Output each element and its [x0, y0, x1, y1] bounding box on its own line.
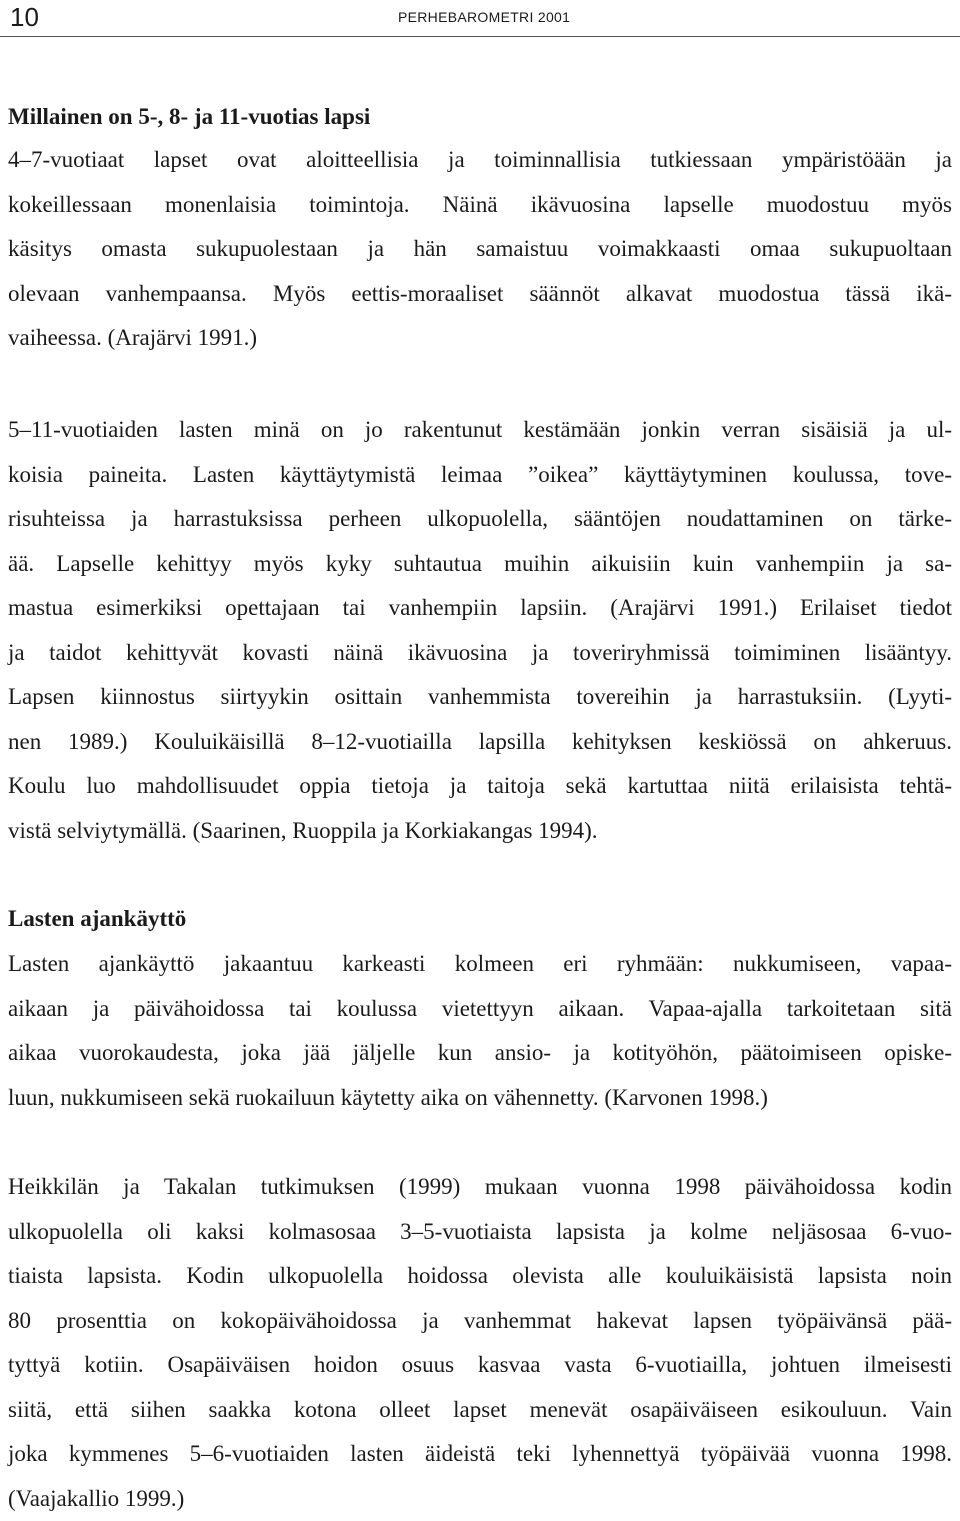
text-line: 4–7-vuotiaat lapset ovat aloitteellisia ja toiminnallisia tutkiessaan ympäristöään ja: [8, 138, 952, 183]
text-line: ja taidot kehittyvät kovasti näinä ikävuosina ja toveriryhmissä toimiminen lisääntyy.: [8, 631, 952, 676]
text-line: olevaan vanhempaansa. Myös eettis-moraaliset säännöt alkavat muodostua tässä ikä-: [8, 272, 952, 317]
text-line: 5–11-vuotiaiden lasten minä on jo rakentunut kestämään jonkin verran sisäisiä ja ul-: [8, 408, 952, 453]
paragraph-time-use: [8, 942, 952, 1120]
text-line: vistä selviytymällä. (Saarinen, Ruoppila ja Korkiakangas 1994).: [8, 809, 952, 854]
text-line: aikaa vuorokaudesta, joka jää jäljelle kun ansio- ja kotityöhön, päätoimiseen opiske-: [8, 1031, 952, 1076]
text-line: käsitys omasta sukupuolestaan ja hän samaistuu voimakkaasti omaa sukupuoltaan: [8, 227, 952, 272]
text-line: mastua esimerkiksi opettajaan tai vanhempiin lapsiin. (Arajärvi 1991.) Erilaiset tiedot: [8, 586, 952, 631]
text-line: tyttyä kotiin. Osapäiväisen hoidon osuus kasvaa vasta 6-vuotiailla, johtuen ilmeisesti: [8, 1343, 952, 1388]
text-line: luun, nukkumiseen sekä ruokailuun käytetty aika on vähennetty. (Karvonen 1998.): [8, 1076, 952, 1121]
text-line: Lapsen kiinnostus siirtyykin osittain vanhemmista tovereihin ja harrastuksiin. (Lyyti-: [8, 675, 952, 720]
text-line: ää. Lapselle kehittyy myös kyky suhtautua muihin aikuisiin kuin vanhempiin ja sa-: [8, 542, 952, 587]
section-heading-time-use: Lasten ajankäyttö: [8, 904, 186, 934]
text-line: nen 1989.) Kouluikäisillä 8–12-vuotiailla lapsilla kehityksen keskiössä on ahkeruus.: [8, 720, 952, 765]
page-number: 10: [10, 1, 39, 33]
text-line: kokeillessaan monenlaisia toimintoja. Näinä ikävuosina lapselle muodostuu myös: [8, 183, 952, 228]
running-head: PERHEBAROMETRI 2001: [398, 8, 570, 26]
text-line: tiaista lapsista. Kodin ulkopuolella hoidossa olevista alle kouluikäisistä lapsista noin: [8, 1254, 952, 1299]
page-header: [0, 0, 960, 37]
text-line: joka kymmenes 5–6-vuotiaiden lasten äideistä teki lyhennettyä työpäivää vuonna 1998.: [8, 1432, 952, 1477]
text-line: Lasten ajankäyttö jakaantuu karkeasti kolmeen eri ryhmään: nukkumiseen, vapaa-: [8, 942, 952, 987]
paragraph-daycare-study: [8, 1165, 952, 1521]
text-line: risuhteissa ja harrastuksissa perheen ulkopuolella, sääntöjen noudattaminen on tärke-: [8, 497, 952, 542]
text-line: vaiheessa. (Arajärvi 1991.): [8, 316, 952, 361]
paragraph-4-7-year-olds: [8, 138, 952, 361]
text-line: (Vaajakallio 1999.): [8, 1477, 952, 1521]
text-line: siitä, että siihen saakka kotona olleet lapset menevät osapäiväiseen esikouluun. Vain: [8, 1388, 952, 1433]
section-heading-child-development: Millainen on 5-, 8- ja 11-vuotias lapsi: [8, 102, 370, 132]
paragraph-5-11-year-olds: [8, 408, 952, 853]
text-line: Koulu luo mahdollisuudet oppia tietoja ja taitoja sekä kartuttaa niitä erilaisista tehtä-: [8, 764, 952, 809]
text-line: Heikkilän ja Takalan tutkimuksen (1999) mukaan vuonna 1998 päivähoidossa kodin: [8, 1165, 952, 1210]
text-line: koisia paineita. Lasten käyttäytymistä leimaa ”oikea” käyttäytyminen koulussa, tove-: [8, 453, 952, 498]
text-line: ulkopuolella oli kaksi kolmasosaa 3–5-vuotiaista lapsista ja kolme neljäsosaa 6-vuo-: [8, 1210, 952, 1255]
text-line: aikaan ja päivähoidossa tai koulussa vietettyyn aikaan. Vapaa-ajalla tarkoitetaan sitä: [8, 987, 952, 1032]
text-line: 80 prosenttia on kokopäivähoidossa ja vanhemmat hakevat lapsen työpäivänsä pää-: [8, 1299, 952, 1344]
